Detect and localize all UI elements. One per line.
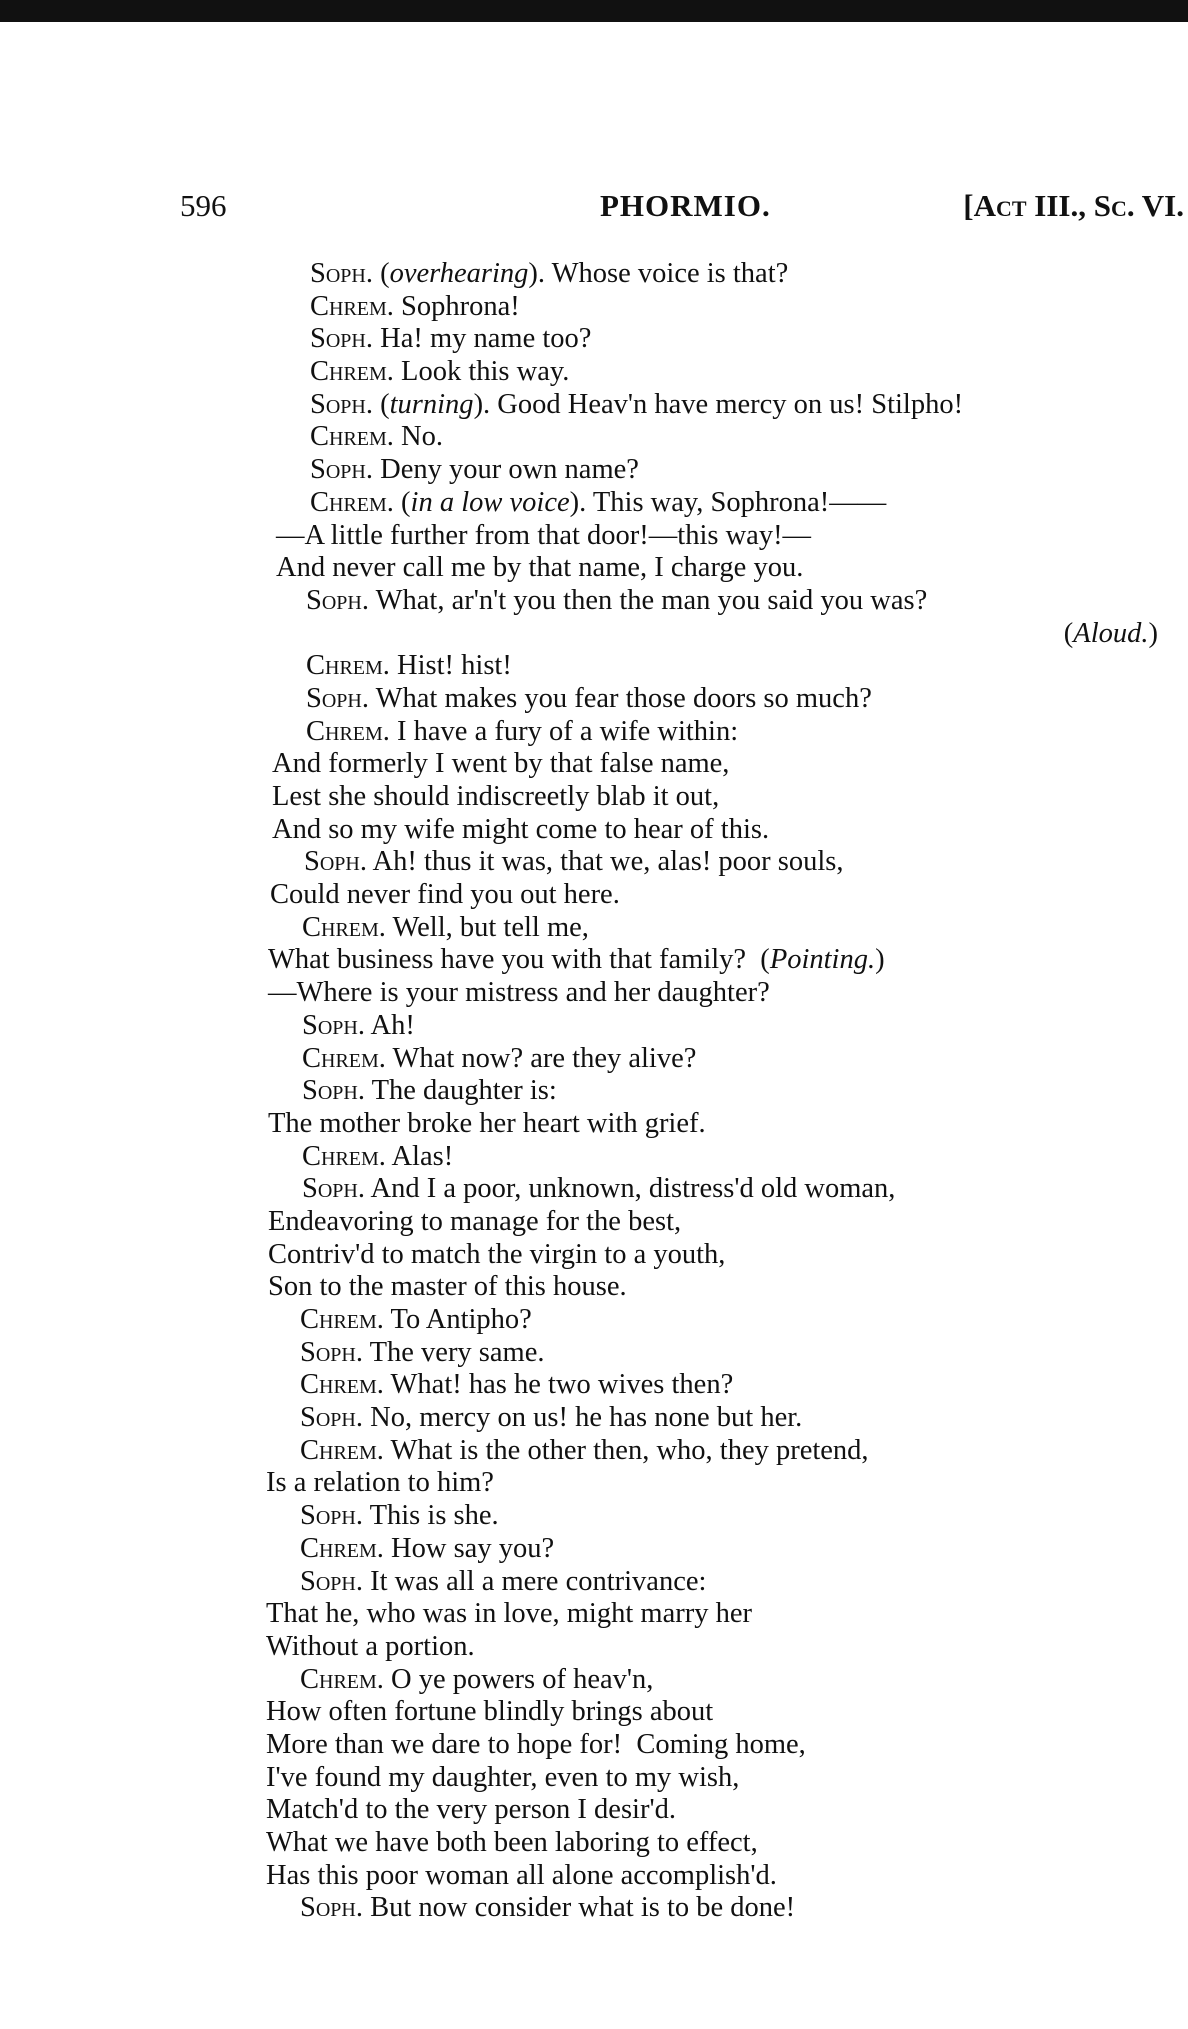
line-text: No. xyxy=(393,421,444,453)
verse-line xyxy=(0,1369,1188,1402)
line-text: ( xyxy=(393,486,411,518)
line-text: The mother broke her heart with grief. xyxy=(268,1107,706,1139)
line-text: The daughter is: xyxy=(365,1075,557,1107)
speaker-name: Soph. xyxy=(310,323,373,355)
line-text: What makes you fear those doors so much? xyxy=(369,682,872,714)
line-text: Is a relation to him? xyxy=(266,1467,494,1499)
verse-line xyxy=(0,1467,1188,1500)
verse-line xyxy=(0,520,1188,553)
verse-line xyxy=(0,1337,1188,1370)
line-text: But now consider what is to be done! xyxy=(363,1892,796,1924)
speaker-name: Chrem. xyxy=(300,1369,384,1401)
verse-line xyxy=(0,1304,1188,1337)
stage-direction: Pointing. xyxy=(769,944,876,976)
line-text: Sophrona! xyxy=(393,290,520,322)
speaker-name: Soph. xyxy=(302,1009,365,1041)
line-text: Endeavoring to manage for the best, xyxy=(268,1205,682,1237)
speaker-name: Chrem. xyxy=(306,650,390,682)
verse-line xyxy=(0,1664,1188,1697)
line-text: Deny your own name? xyxy=(373,454,639,486)
verse-line xyxy=(0,291,1188,324)
verse-line xyxy=(0,814,1188,847)
line-text: ). Whose voice is that? xyxy=(528,258,789,289)
speaker-name: Chrem. xyxy=(302,1042,386,1074)
line-text: No, mercy on us! he has none but her. xyxy=(363,1402,803,1434)
line-text: To Antipho? xyxy=(383,1304,532,1335)
speaker-name: Chrem. xyxy=(300,1663,384,1695)
line-text: —A little further from that door!—this way!— xyxy=(276,519,812,551)
verse-line xyxy=(0,846,1188,879)
line-text: ) xyxy=(1148,617,1158,649)
line-text: And formerly I went by that false name, xyxy=(272,748,730,780)
verse-line xyxy=(0,912,1188,945)
line-text: And so my wife might come to hear of this. xyxy=(272,813,770,845)
speaker-name: Soph. xyxy=(302,1173,365,1205)
verse-line xyxy=(0,944,1188,977)
verse-line xyxy=(0,1435,1188,1468)
line-text: ( xyxy=(1063,617,1074,649)
stage-direction: Aloud. xyxy=(1073,617,1149,649)
speaker-name: Soph. xyxy=(306,682,369,714)
play-text xyxy=(0,258,1188,1925)
speaker-name: Soph. xyxy=(310,258,373,289)
verse-line xyxy=(0,781,1188,814)
verse-line xyxy=(0,1206,1188,1239)
line-text: Son to the master of this house. xyxy=(268,1271,627,1303)
line-text: Ha! my name too? xyxy=(373,323,592,355)
speaker-name: Chrem. xyxy=(302,1140,386,1172)
verse-line xyxy=(0,552,1188,585)
line-text: ( xyxy=(373,258,390,289)
verse-line xyxy=(0,1892,1188,1925)
speaker-name: Soph. xyxy=(310,388,373,420)
verse-line xyxy=(0,1566,1188,1599)
speaker-name: Soph. xyxy=(310,454,373,486)
line-text: How often fortune blindly brings about xyxy=(266,1696,714,1728)
verse-line xyxy=(0,1141,1188,1174)
line-text: And I a poor, unknown, distress'd old woman, xyxy=(365,1173,896,1205)
speaker-name: Chrem. xyxy=(310,290,394,322)
line-text: The very same. xyxy=(363,1336,545,1368)
line-text: ). Good Heav'n have mercy on us! Stilpho! xyxy=(473,388,964,420)
stage-direction: turning xyxy=(389,388,474,420)
verse-line xyxy=(0,1108,1188,1141)
speaker-name: Chrem. xyxy=(310,421,394,453)
line-text: What is the other then, who, they pretend, xyxy=(383,1434,869,1466)
right-stage-direction xyxy=(1064,618,1158,651)
line-text: What, ar'n't you then the man you said you was? xyxy=(369,584,928,616)
verse-line xyxy=(0,585,1188,618)
verse-line xyxy=(0,454,1188,487)
line-text: ) xyxy=(875,944,885,976)
verse-line xyxy=(0,716,1188,749)
verse-line xyxy=(0,1598,1188,1631)
line-text: More than we dare to hope for! Coming home, xyxy=(266,1728,806,1760)
scan-edge-bar xyxy=(0,0,1188,22)
verse-line xyxy=(0,1533,1188,1566)
stage-direction: in a low voice xyxy=(410,486,570,518)
act-bracket: [ xyxy=(963,188,974,223)
line-text: It was all a mere contrivance: xyxy=(363,1565,707,1597)
line-text: That he, who was in love, might marry her xyxy=(266,1598,752,1630)
verse-line xyxy=(0,487,1188,520)
verse-line xyxy=(0,1500,1188,1533)
speaker-name: Chrem. xyxy=(300,1304,384,1335)
speaker-name: Chrem. xyxy=(306,715,390,747)
line-text: Lest she should indiscreetly blab it out, xyxy=(272,781,720,812)
line-text: I've found my daughter, even to my wish, xyxy=(266,1761,740,1793)
line-text: Hist! hist! xyxy=(389,650,512,682)
verse-line xyxy=(0,389,1188,422)
verse-line xyxy=(0,977,1188,1010)
line-text: Look this way. xyxy=(393,356,570,388)
page-number: 596 xyxy=(180,188,227,223)
speaker-name: Chrem. xyxy=(310,356,394,388)
line-text: —Where is your mistress and her daughter? xyxy=(268,977,770,1009)
verse-line xyxy=(0,1043,1188,1076)
verse-line xyxy=(0,1402,1188,1435)
verse-line xyxy=(0,356,1188,389)
act-scene-label xyxy=(963,188,1184,224)
line-text: ). This way, Sophrona!—— xyxy=(569,486,887,518)
speaker-name: Soph. xyxy=(306,584,369,616)
speaker-name: Soph. xyxy=(300,1500,363,1532)
line-text: What now? are they alive? xyxy=(385,1042,697,1074)
running-title: PHORMIO. xyxy=(600,188,771,223)
verse-line xyxy=(0,1860,1188,1893)
stage-direction: overhearing xyxy=(389,258,529,289)
verse-line xyxy=(0,1271,1188,1304)
speaker-name: Soph. xyxy=(300,1892,363,1924)
verse-line xyxy=(0,879,1188,912)
line-text: What we have both been laboring to effect, xyxy=(266,1827,758,1858)
speaker-name: Soph. xyxy=(300,1336,363,1368)
line-text: ( xyxy=(373,388,390,420)
verse-line xyxy=(0,1794,1188,1827)
line-text: Without a portion. xyxy=(266,1630,475,1662)
line-text: Contriv'd to match the virgin to a youth, xyxy=(268,1238,726,1270)
line-text: Ah! xyxy=(365,1009,415,1041)
verse-line xyxy=(0,650,1188,683)
verse-line xyxy=(0,1010,1188,1043)
verse-line xyxy=(0,1631,1188,1664)
running-header xyxy=(0,188,1188,228)
act-scene-text: Act III., Sc. VI. xyxy=(973,188,1184,223)
line-text: Has this poor woman all alone accomplish'd. xyxy=(266,1859,777,1891)
speaker-name: Chrem. xyxy=(300,1532,384,1564)
verse-line xyxy=(0,1239,1188,1272)
line-text: Ah! thus it was, that we, alas! poor souls, xyxy=(367,846,844,878)
verse-line xyxy=(0,1827,1188,1860)
verse-line xyxy=(0,258,1188,291)
line-text: I have a fury of a wife within: xyxy=(389,715,739,747)
verse-line xyxy=(0,618,1188,651)
line-text: And never call me by that name, I charge you. xyxy=(276,552,804,584)
speaker-name: Chrem. xyxy=(310,486,394,518)
speaker-name: Soph. xyxy=(300,1565,363,1597)
line-text: Could never find you out here. xyxy=(270,879,620,911)
verse-line xyxy=(0,421,1188,454)
verse-line xyxy=(0,1696,1188,1729)
speaker-name: Soph. xyxy=(300,1402,363,1434)
verse-line xyxy=(0,323,1188,356)
speaker-name: Chrem. xyxy=(300,1434,384,1466)
speaker-name: Soph. xyxy=(304,846,367,878)
speaker-name: Chrem. xyxy=(302,911,386,943)
line-text: Alas! xyxy=(385,1140,454,1172)
verse-line xyxy=(0,1173,1188,1206)
verse-line xyxy=(0,1762,1188,1795)
verse-line xyxy=(0,748,1188,781)
line-text: Match'd to the very person I desir'd. xyxy=(266,1794,676,1826)
speaker-name: Soph. xyxy=(302,1075,365,1107)
line-text: This is she. xyxy=(363,1500,499,1532)
verse-line xyxy=(0,1075,1188,1108)
line-text: What business have you with that family? ( xyxy=(268,944,770,976)
line-text: What! has he two wives then? xyxy=(383,1369,734,1401)
line-text: How say you? xyxy=(383,1532,555,1564)
verse-line xyxy=(0,1729,1188,1762)
line-text: O ye powers of heav'n, xyxy=(383,1663,654,1695)
line-text: Well, but tell me, xyxy=(385,911,589,943)
verse-line xyxy=(0,683,1188,716)
